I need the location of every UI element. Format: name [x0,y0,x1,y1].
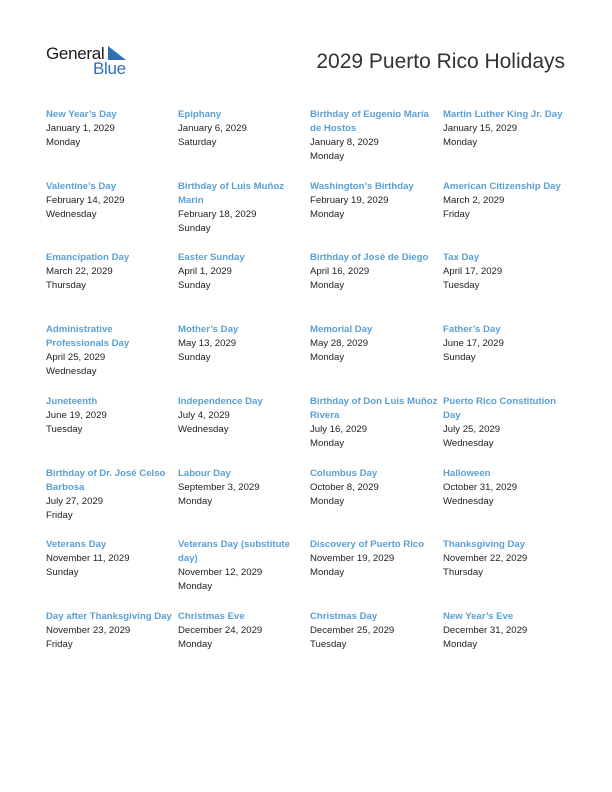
holiday-weekday: Monday [443,137,478,148]
holiday-name: Martin Luther King Jr. Day [443,109,563,120]
holiday-entry [178,180,306,236]
holiday-entry [443,538,571,580]
holiday-entry [310,395,438,451]
holiday-name: Administrative Professionals Day [46,324,130,349]
holiday-weekday: Tuesday [310,639,347,650]
holiday-date: May 28, 2029 [310,338,369,349]
holiday-entry [310,180,438,222]
holiday-weekday: Sunday [178,223,211,234]
holiday-date: January 1, 2029 [46,123,115,134]
holiday-weekday: Wednesday [46,209,97,220]
holiday-entry [178,251,306,293]
holiday-date: November 11, 2029 [46,553,130,564]
holiday-name: Veterans Day [46,539,107,550]
holiday-entry [46,180,174,222]
holiday-date: July 16, 2029 [310,424,368,435]
holiday-entry [46,467,174,523]
holiday-weekday: Sunday [46,567,79,578]
holiday-name: Veterans Day (substitute day) [178,539,290,564]
holiday-entry [46,108,174,150]
holiday-name: Easter Sunday [178,252,245,263]
holiday-weekday: Monday [443,639,478,650]
holiday-entry [310,323,438,365]
holiday-name: Birthday of José de Diego [310,252,429,263]
holiday-name: Emancipation Day [46,252,130,263]
holiday-date: November 12, 2029 [178,567,263,578]
holiday-date: July 27, 2029 [46,496,104,507]
holiday-name: Birthday of Don Luis Muñoz Rivera [310,396,438,421]
logo-general-text: General [46,44,105,63]
holiday-name: Columbus Day [310,468,378,479]
holiday-entry [46,395,174,437]
holiday-entry [178,108,306,150]
holiday-weekday: Monday [310,151,345,162]
holiday-date: March 2, 2029 [443,195,505,206]
holiday-date: June 17, 2029 [443,338,504,349]
holiday-date: March 22, 2029 [46,266,113,277]
holiday-weekday: Thursday [443,567,483,578]
holiday-date: October 8, 2029 [310,482,379,493]
holiday-date: April 17, 2029 [443,266,503,277]
holiday-weekday: Wednesday [178,424,229,435]
holiday-name: American Citizenship Day [443,181,561,192]
holiday-entry [310,610,438,652]
holiday-name: Washington’s Birthday [310,181,414,192]
holiday-entry [443,610,571,652]
holiday-entry [443,323,571,365]
holiday-name: Mother’s Day [178,324,239,335]
holiday-date: November 23, 2029 [46,625,131,636]
holiday-name: New Year’s Day [46,109,117,120]
holiday-name: Labour Day [178,468,231,479]
holiday-name: Valentine’s Day [46,181,117,192]
holiday-name: Christmas Day [310,611,378,622]
holiday-name: Discovery of Puerto Rico [310,539,425,550]
holiday-date: February 14, 2029 [46,195,125,206]
holiday-weekday: Monday [178,496,213,507]
holiday-date: October 31, 2029 [443,482,518,493]
holiday-name: Juneteenth [46,396,98,407]
holiday-date: July 4, 2029 [178,410,230,421]
holiday-entry [46,538,174,580]
holiday-date: December 24, 2029 [178,625,263,636]
holiday-name: Christmas Eve [178,611,245,622]
holiday-weekday: Thursday [46,280,86,291]
holiday-date: April 1, 2029 [178,266,232,277]
holiday-date: February 18, 2029 [178,209,257,220]
holiday-date: April 25, 2029 [46,352,106,363]
holiday-weekday: Monday [310,496,345,507]
holiday-name: Tax Day [443,252,480,263]
holiday-name: Halloween [443,468,491,479]
holiday-weekday: Friday [46,639,73,650]
holiday-name: Father’s Day [443,324,501,335]
holiday-date: January 8, 2029 [310,137,379,148]
logo [46,44,136,78]
holiday-entry [310,251,438,293]
holiday-weekday: Saturday [178,137,217,148]
holiday-weekday: Monday [310,438,345,449]
holiday-entry [310,108,438,164]
holiday-date: January 6, 2029 [178,123,247,134]
holiday-weekday: Tuesday [46,424,83,435]
holiday-entry [310,467,438,509]
holiday-weekday: Sunday [443,352,476,363]
holiday-name: New Year’s Eve [443,611,514,622]
holiday-weekday: Monday [310,209,345,220]
holiday-entry [46,323,174,379]
holiday-name: Puerto Rico Constitution Day [443,396,556,421]
holiday-date: June 19, 2029 [46,410,107,421]
holiday-weekday: Tuesday [443,280,480,291]
holiday-weekday: Monday [310,352,345,363]
logo-flag-icon [108,46,126,60]
holiday-entry [178,323,306,365]
page-title: 2029 Puerto Rico Holidays [316,50,565,73]
holiday-entry [178,467,306,509]
holiday-entry [178,395,306,437]
holiday-name: Independence Day [178,396,263,407]
holiday-name: Epiphany [178,109,222,120]
holiday-entry [443,467,571,509]
holiday-entry [46,610,174,652]
holiday-weekday: Friday [443,209,470,220]
holiday-name: Birthday of Dr. José Celso Barbosa [46,468,166,493]
holiday-date: December 25, 2029 [310,625,395,636]
holiday-entry [443,180,571,222]
holiday-weekday: Monday [178,639,213,650]
holiday-name: Day after Thanksgiving Day [46,611,172,622]
holiday-weekday: Wednesday [46,366,97,377]
holiday-date: February 19, 2029 [310,195,389,206]
holiday-name: Birthday of Luis Muñoz Marín [178,181,285,206]
holiday-weekday: Wednesday [443,438,494,449]
holiday-date: July 25, 2029 [443,424,501,435]
holiday-entry [178,610,306,652]
holiday-weekday: Monday [310,567,345,578]
holiday-entry [46,251,174,293]
holiday-date: April 16, 2029 [310,266,370,277]
holiday-date: January 15, 2029 [443,123,518,134]
logo-blue-text: Blue [93,59,126,78]
holiday-entry [443,251,571,293]
holiday-name: Memorial Day [310,324,373,335]
holiday-weekday: Monday [46,137,81,148]
holiday-weekday: Monday [310,280,345,291]
holiday-weekday: Wednesday [443,496,494,507]
holiday-entry [178,538,306,594]
holiday-weekday: Friday [46,510,73,521]
holiday-weekday: Sunday [178,352,211,363]
holiday-entry [443,395,571,451]
holiday-date: December 31, 2029 [443,625,528,636]
holiday-entry [310,538,438,580]
holiday-name: Thanksgiving Day [443,539,526,550]
holiday-name: Birthday of Eugenio María de Hostos [310,109,429,134]
holiday-weekday: Sunday [178,280,211,291]
holiday-date: May 13, 2029 [178,338,237,349]
holiday-weekday: Monday [178,581,213,592]
holiday-date: September 3, 2029 [178,482,260,493]
holiday-entry [443,108,571,150]
holiday-date: November 19, 2029 [310,553,395,564]
holiday-date: November 22, 2029 [443,553,528,564]
